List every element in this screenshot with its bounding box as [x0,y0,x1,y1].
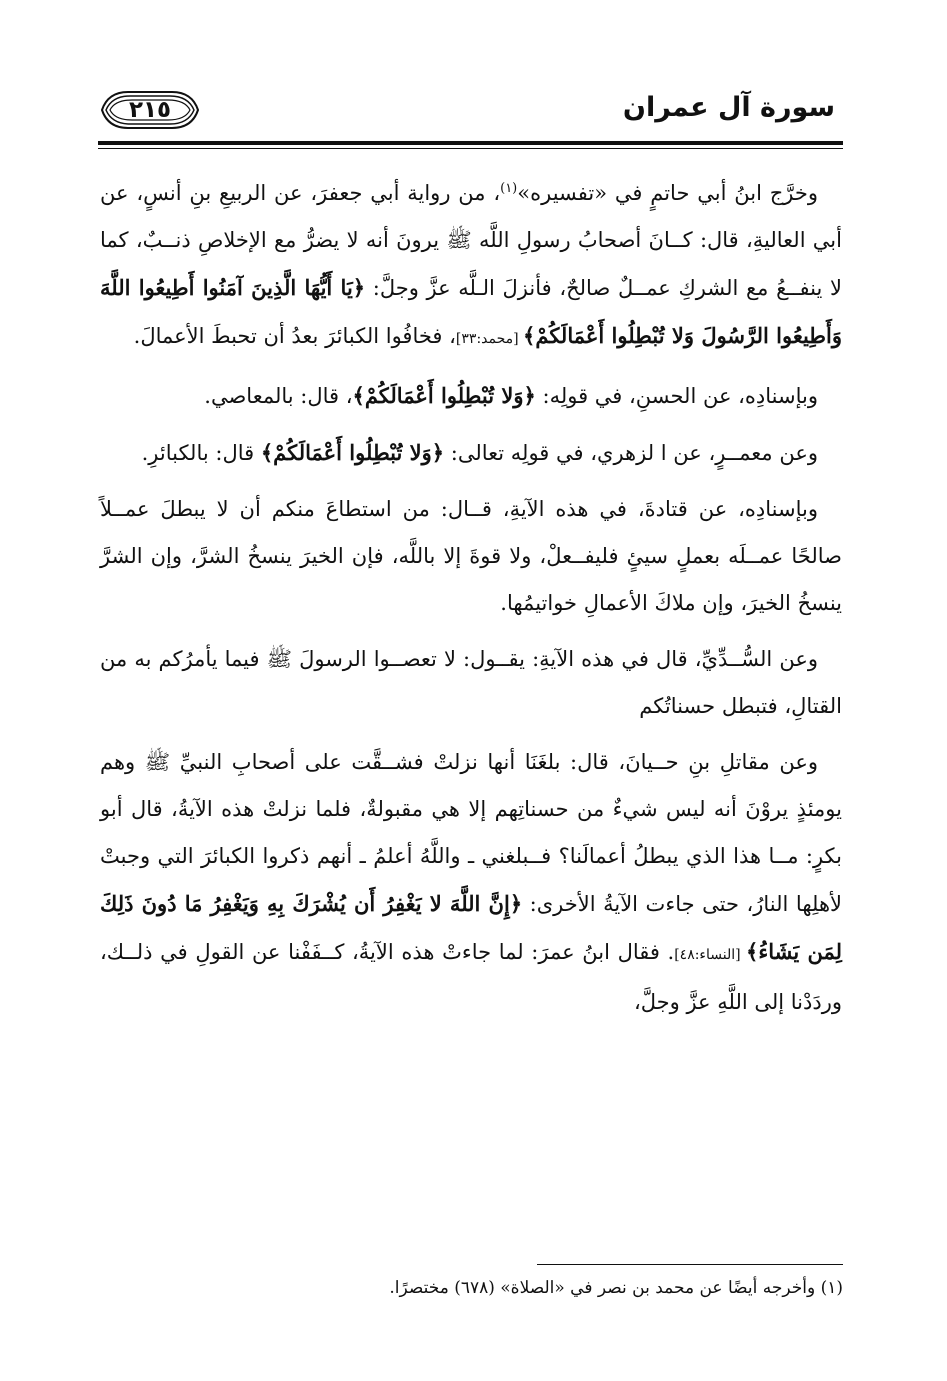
paragraph-text: . فقال ابنُ عمرَ: لما جاءتْ هذه الآيةُ، كــفَفْنا عن القولِ في ذلــك، وردَدْنا إلى اللَّهِ عزَّ وجلَّ، [100,940,842,1014]
paragraph-text: وعن معمــرٍ، عن ا لزهري، في قولِه تعالى: [444,441,818,465]
header-rule-thin [98,148,843,149]
paragraph-text: ، من رواية أبي جعفرَ، عن الربيعِ بنِ أنسٍ، عن أبي العاليةِ، قال: كــانَ أصحابُ رسولِ اللَّه ﷺ يرونَ أنه لا يضرُّ مع الإخلاصِ ذنــبٌ، كما لا ينفــعُ مع الشركِ عمــلٌ صالحٌ، فأنزلَ الـلَّه عزَّ وجلَّ: [100,181,842,300]
paragraph-text: قال: بالكبائرِ. [141,441,261,465]
footnote-marker: (١) [500,181,518,196]
quran-verse: ﴿وَلا تُبْطِلُوا أَعْمَالَكُمْ﴾ [260,440,445,465]
paragraph-3 [100,429,842,477]
paragraph-1 [100,170,842,363]
footnote-rule [537,1264,843,1265]
footnote: (١) وأخرجه أيضًا عن محمد بن نصر في «الصلاة» (٦٧٨) مختصرًا. [389,1278,843,1298]
header-rule-thick [98,141,843,145]
quran-verse: ﴿وَلا تُبْطِلُوا أَعْمَالَكُمْ﴾ [352,383,536,408]
paragraph-5: وعن السُّــدِّيِّ، قال في هذه الآيةِ: يقــول: لا تعصــوا الرسولَ ﷺ فيما يأمرُكم به من القتالِ، فتبطل حسناتُكم [100,647,842,718]
surah-title: سورة آل عمران [622,92,835,123]
quran-verse: ﴿إِنَّ اللَّهَ لا يَغْفِرُ أَن يُشْرَكَ بِهِ وَيَغْفِرُ مَا دُونَ ذَلِكَ لِمَن يَشَاءُ﴾ [100,891,842,964]
quran-verse: ﴿يَا أَيُّهَا الَّذِينَ آمَنُوا أَطِيعُوا اللَّهَ وَأَطِيعُوا الرَّسُولَ وَلا تُبْطِلُوا أَعْمَالَكُمْ﴾ [100,275,842,348]
verse-citation: [النساء:٤٨] [674,947,747,963]
verse-citation: [محمد:٣٣] [455,331,524,347]
paragraph-text: وخرَّج ابنُ أبي حاتمٍ في «تفسيره» [517,181,818,205]
paragraph-text: وعن مقاتلِ بنِ حــيانَ، قال: بلغَنَا أنها نزلتْ فشــقَّت على أصحابِ النبيِّ ﷺ وهم يومئذٍ يروْنَ أنه ليس شيءٌ من حسناتِهم إلا هي مقبولةٌ، فلما نزلتْ هذه الآيةُ، قال أبو بكرٍ: مــا هذا الذي يبطلُ أعمالَنا؟ فــبلغني ـ واللَّهُ أعلمُ ـ أنهم ذكروا الكبائرَ التي وجبتْ لأهلِها النارُ، حتى جاءت الآيةُ الأخرى: [100,750,842,916]
paragraph-text: ، فخافُوا الكبائرَ بعدُ أن تحبطَ الأعمالَ. [133,324,456,348]
paragraph-6 [100,739,842,1026]
body-text [100,170,842,1035]
page-number: ٢١٥ [128,97,172,123]
paragraph-2 [100,372,842,420]
paragraph-text: وبإسنادِه، عن الحسنِ، في قولِه: [535,384,818,408]
paragraph-4: وبإسنادِه، عن قتادةَ، في هذه الآيةِ، قــال: من استطاعَ منكم أن لا يبطلَ عمــلاً صالحًا عمــلَه بعملٍ سيئٍ فليفــعلْ، ولا قوةَ إلا باللَّه، فإن الخيرَ ينسخُ الشرَّ، وإن الشرَّ ينسخُ الخيرَ، وإن ملاكَ الأعمالِ خواتيمُها. [100,497,842,615]
paragraph-text: ، قال: بالمعاصي. [204,384,353,408]
